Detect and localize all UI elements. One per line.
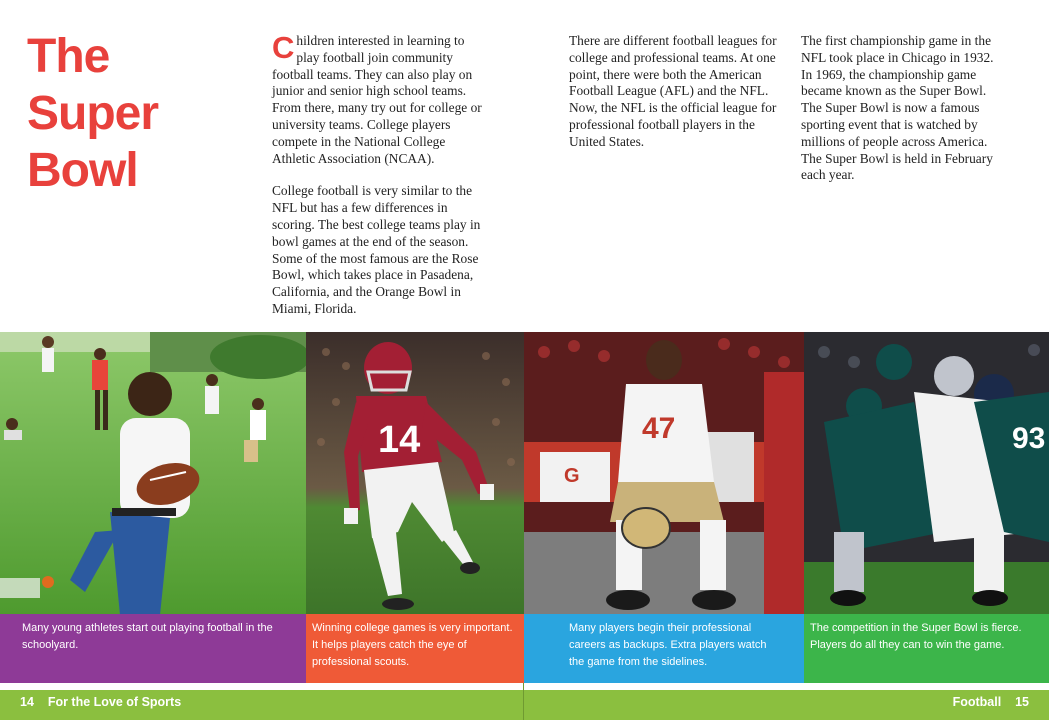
page-spine [523,683,524,720]
book-title: For the Love of Sports [47,695,182,709]
title-line-3: Bowl [27,144,138,197]
photo-sideline-player [524,332,804,615]
super-bowl-jersey-number: 93 [1012,422,1046,455]
college-player-image [306,332,524,615]
page-title [27,28,247,199]
footer-right [953,695,1029,709]
title-line-1: The [27,30,110,83]
college-jersey-number: 14 [378,419,421,461]
col2-paragraph-1: There are different football leagues for college and professional teams. At one point, there were both the American Football League (AFL) and the NFL. Now, the NFL is the official league for professional football players in the United States. [569,33,777,149]
caption-3-text: Many players begin their professional careers as backups. Extra players watch the game from the sidelines. [569,622,767,668]
chapter-title: Football [952,695,1002,709]
sideline-player-image [524,332,804,615]
col1-paragraph-2: College football is very similar to the NFL but has a few differences in scoring. The best college teams play in bowl games at the end of the season. Some of the most famous are the Rose Bowl, which takes place in Pasadena, California, and the Orange Bowl in Miami, Florida. [272,183,481,316]
right-page-number: 15 [1015,695,1029,709]
caption-3 [524,614,804,683]
caption-2 [306,614,524,683]
col1-paragraph-1-text: hildren interested in learning to play football join community football teams. They can also play on junior and senior high school teams. From there, many try out for college or university teams. College players compete in the National College Athletic Association (NCAA). [272,33,482,166]
footer-left [20,695,181,709]
caption-4-text: The competition in the Super Bowl is fierce. Players do all they can to win the game. [810,622,1022,651]
text-column-2 [569,33,787,167]
col3-paragraph-1: The first championship game in the NFL took place in Chicago in 1932. In 1969, the championship game became known as the Super Bowl. The Super Bowl is now a famous sporting event that is watched by millions of people across America. The Super Bowl is held in February each year. [801,33,994,183]
super-bowl-image [804,332,1049,615]
text-column-1 [272,30,482,334]
caption-2-text: Winning college games is very important. It helps players catch the eye of professional scouts. [312,622,513,668]
caption-1-text: Many young athletes start out playing football in the schoolyard. [22,622,273,651]
left-page-number: 14 [20,695,34,709]
schoolyard-image [0,332,306,615]
text-column-3 [801,33,1006,200]
col1-paragraph-1 [272,30,482,167]
caption-1 [0,614,306,683]
caption-4 [804,614,1049,683]
page-footer [0,690,1049,720]
drop-cap: C [272,30,295,65]
title-line-2: Super [27,87,159,140]
photo-college-player [306,332,524,615]
photo-strip [0,332,1049,615]
photo-super-bowl [804,332,1049,615]
sideline-jersey-number: 47 [642,412,676,445]
photo-schoolyard [0,332,306,615]
svg-text:G: G [564,465,580,487]
